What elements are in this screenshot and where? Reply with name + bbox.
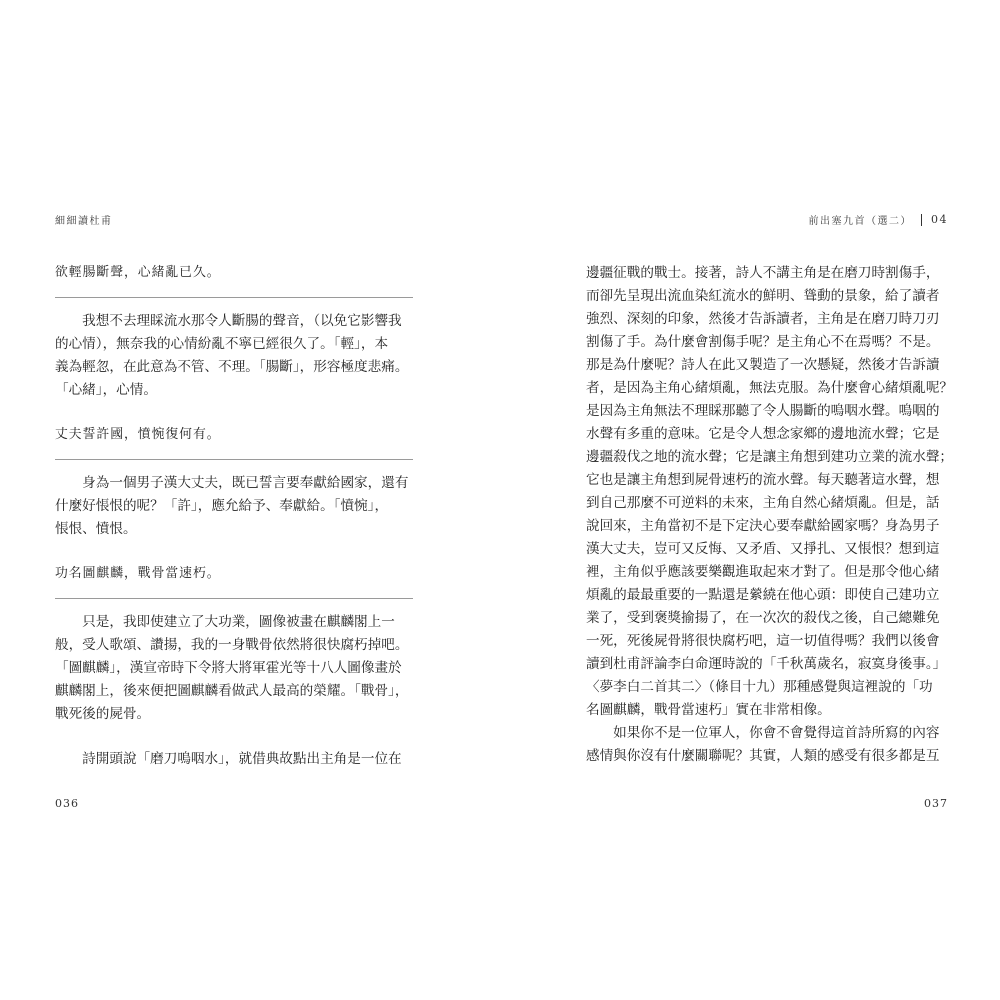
text-line: 是因為主角無法不理睬那聽了令人腸斷的嗚咽水聲。嗚咽的 [586,403,940,419]
page-number: 037 [924,797,948,810]
running-head-book-title: 細細讀杜甫 [55,216,113,227]
text-line: 水聲有多重的意味。它是令人想念家鄉的邊地流水聲；它是 [586,426,940,442]
text-line: 者，是因為主角心緒煩亂，無法克服。為什麼會心緒煩亂呢？ [586,380,954,396]
text-line: 麒麟閣上，後來便把圖麒麟看做武人最高的榮耀。「戰骨」， [55,683,409,699]
divider-rule [55,297,413,298]
text-line: 那是為什麼呢？詩人在此又製造了一次懸疑，然後才告訴讀 [586,357,940,373]
text-line: 名圖麒麟，戰骨當速朽」實在非常相像。 [586,702,831,718]
text-line: 般，受人歌頌、讚揚，我的一身戰骨依然將很快腐朽掉吧。 [55,637,409,653]
text-line: 割傷了手。為什麼會割傷手呢？是主角心不在焉嗎？不是。 [586,334,940,350]
text-line: 戰死後的屍骨。 [55,706,151,722]
chapter-title: 前出塞九首（選二） [808,216,912,227]
text-line: 「心緒」，心情。 [55,382,157,398]
text-line: 悵恨、憤恨。 [55,521,137,537]
chapter-number: 04 [931,213,948,226]
text-line: 說回來，主角當初不是下定決心要奉獻給國家嗎？身為男子 [586,518,940,534]
text-line: 身為一個男子漢大丈夫，既已誓言要奉獻給國家，還有 [55,475,409,491]
text-line: 邊疆征戰的戰士。接著，詩人不講主角是在磨刀時割傷手， [586,265,940,281]
text-line: 而卻先呈現出流血染紅流水的鮮明、聳動的景象，給了讀者 [586,288,940,304]
right-page [500,0,1000,1000]
left-page-body [55,262,411,771]
text-line: 邊疆殺伐之地的流水聲；它是讓主角想到建功立業的流水聲； [586,449,954,465]
text-line: 「圖麒麟」，漢宣帝時下令將大將軍霍光等十八人圖像畫於 [55,660,402,676]
text-line: 一死，死後屍骨將很快腐朽吧，這一切值得嗎？我們以後會 [586,633,940,649]
divider-rule [55,459,413,460]
text-line: 如果你不是一位軍人，你會不會覺得這首詩所寫的內容 [586,725,940,741]
text-line: 〈夢李白二首其二〉（條目十九）那種感覺與這裡說的「功 [586,679,933,695]
text-line: 到自己那麼不可逆料的未來，主角自然心緒煩亂。但是，話 [586,495,940,511]
divider-rule [55,598,413,599]
text-line: 義為輕忽，在此意為不管、不理。「腸斷」，形容極度悲痛。 [55,359,409,375]
text-line: 業了，受到褒獎揄揚了，在一次次的殺伐之後，自己總難免 [586,610,940,626]
text-line: 詩開頭說「磨刀嗚咽水」，就借典故點出主角是一位在 [55,751,402,767]
verse-line: 欲輕腸斷聲，心緒亂已久。 [55,265,221,280]
text-line: 強烈、深刻的印象，然後才告訴讀者，主角是在磨刀時刀刃 [586,311,940,327]
verse-line: 丈夫誓許國，憤惋復何有。 [55,427,221,442]
text-line: 的心情），無奈我的心情紛亂不寧已經很久了。「輕」，本 [55,336,389,352]
text-line: 我想不去理睬流水那令人斷腸的聲音，（以免它影響我 [55,313,402,329]
text-line: 煩亂的最最重要的一點還是縈繞在他心頭：即使自己建功立 [586,587,940,603]
text-line: 裡，主角似乎應該要樂觀進取起來才對了。但是那令他心緒 [586,564,940,580]
text-line: 什麼好悵恨的呢？「許」，應允給予、奉獻給。「憤惋」， [55,498,389,514]
verse-line: 功名圖麒麟，戰骨當速朽。 [55,566,221,581]
text-line: 它也是讓主角想到屍骨速朽的流水聲。每天聽著這水聲，想 [586,472,940,488]
text-line: 讀到杜甫評論李白命運時說的「千秋萬歲名，寂寞身後事。」 [586,656,947,672]
text-line: 感情與你沒有什麼關聯呢？其實，人類的感受有很多都是互 [586,748,940,764]
page-number: 036 [55,797,79,810]
text-line: 只是，我即使建立了大功業，圖像被畫在麒麟閣上一 [55,614,395,630]
right-page-body [586,262,954,768]
head-divider [921,214,922,226]
running-head-chapter [809,212,949,227]
text-line: 漢大丈夫，豈可又反悔、又矛盾、又掙扎、又悵恨？想到這 [586,541,940,557]
